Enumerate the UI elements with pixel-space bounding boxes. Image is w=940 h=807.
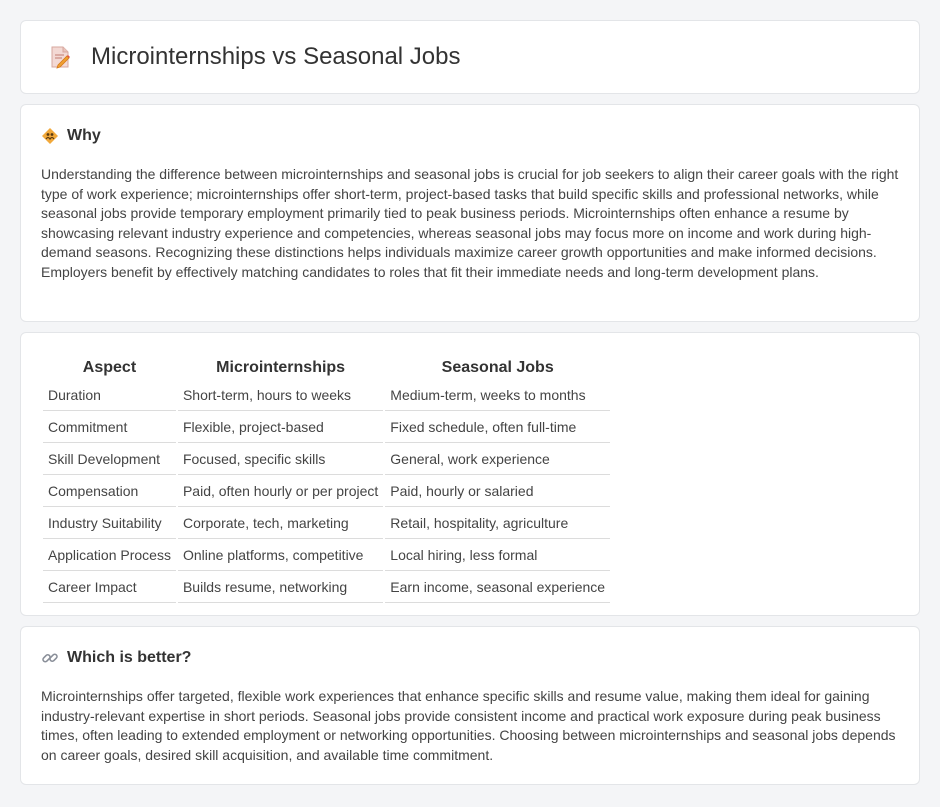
table-cell: Retail, hospitality, agriculture bbox=[385, 509, 610, 539]
table-row bbox=[43, 413, 610, 443]
table-header-row bbox=[43, 355, 610, 379]
table-cell: Career Impact bbox=[43, 573, 176, 603]
table-row bbox=[43, 477, 610, 507]
table-cell: Industry Suitability bbox=[43, 509, 176, 539]
table-cell: Skill Development bbox=[43, 445, 176, 475]
header-microinternships: Microinternships bbox=[216, 359, 346, 376]
document-pencil-icon bbox=[45, 42, 75, 72]
why-title: Why bbox=[67, 127, 101, 144]
why-section bbox=[20, 104, 920, 322]
why-heading bbox=[41, 127, 899, 145]
table-cell: Builds resume, networking bbox=[178, 573, 383, 603]
table-cell: Paid, often hourly or per project bbox=[178, 477, 383, 507]
comparison-table bbox=[41, 353, 612, 605]
why-text: Understanding the difference between microinternships and seasonal jobs is crucial for job seekers to align their career goals with the right type of work experience; microinternships offer short-term, project-based tasks that build specific skills and professional networks, while seasonal jobs provide temporary employment primarily tied to peak business periods. Microinternships often enhance a resume by showcasing relevant industry experience and competencies, whereas seasonal jobs may focus more on income and work during high-demand seasons. Recognizing these distinctions helps individuals maximize career growth opportunities and make informed decisions. Employers benefit by effectively matching candidates to roles that fit their immediate needs and long-term development plans. bbox=[41, 166, 899, 280]
table-cell: General, work experience bbox=[385, 445, 610, 475]
better-text: Microinternships offer targeted, flexible work experiences that enhance specific skills and resume value, making them ideal for gaining industry-relevant expertise in short periods. Seasonal jobs provide consistent income and practical work exposure during peak business times, often leading to extended employment or networking opportunities. Choosing between microinternships and seasonal jobs depends on career goals, desired skill acquisition, and available time commitment. bbox=[41, 688, 896, 763]
header-card bbox=[20, 20, 920, 94]
table-cell: Focused, specific skills bbox=[178, 445, 383, 475]
header-seasonal-jobs: Seasonal Jobs bbox=[441, 359, 554, 376]
header-aspect: Aspect bbox=[82, 359, 137, 376]
better-title: Which is better? bbox=[67, 649, 192, 666]
table-row bbox=[43, 445, 610, 475]
table-cell: Compensation bbox=[43, 477, 176, 507]
table-cell: Commitment bbox=[43, 413, 176, 443]
table-row bbox=[43, 573, 610, 603]
table-cell: Online platforms, competitive bbox=[178, 541, 383, 571]
better-heading bbox=[41, 649, 899, 667]
table-cell: Earn income, seasonal experience bbox=[385, 573, 610, 603]
table-cell: Duration bbox=[43, 381, 176, 411]
table-row bbox=[43, 509, 610, 539]
table-row bbox=[43, 381, 610, 411]
table-cell: Application Process bbox=[43, 541, 176, 571]
comparison-card bbox=[20, 332, 920, 616]
page-title: Microinternships vs Seasonal Jobs bbox=[91, 43, 461, 70]
table-row bbox=[43, 541, 610, 571]
table-cell: Paid, hourly or salaried bbox=[385, 477, 610, 507]
table-cell: Flexible, project-based bbox=[178, 413, 383, 443]
table-cell: Medium-term, weeks to months bbox=[385, 381, 610, 411]
table-cell: Local hiring, less formal bbox=[385, 541, 610, 571]
link-icon bbox=[41, 649, 59, 667]
table-cell: Corporate, tech, marketing bbox=[178, 509, 383, 539]
table-cell: Fixed schedule, often full-time bbox=[385, 413, 610, 443]
table-cell: Short-term, hours to weeks bbox=[178, 381, 383, 411]
diamond-people-icon bbox=[41, 127, 59, 145]
which-better-section bbox=[20, 626, 920, 785]
